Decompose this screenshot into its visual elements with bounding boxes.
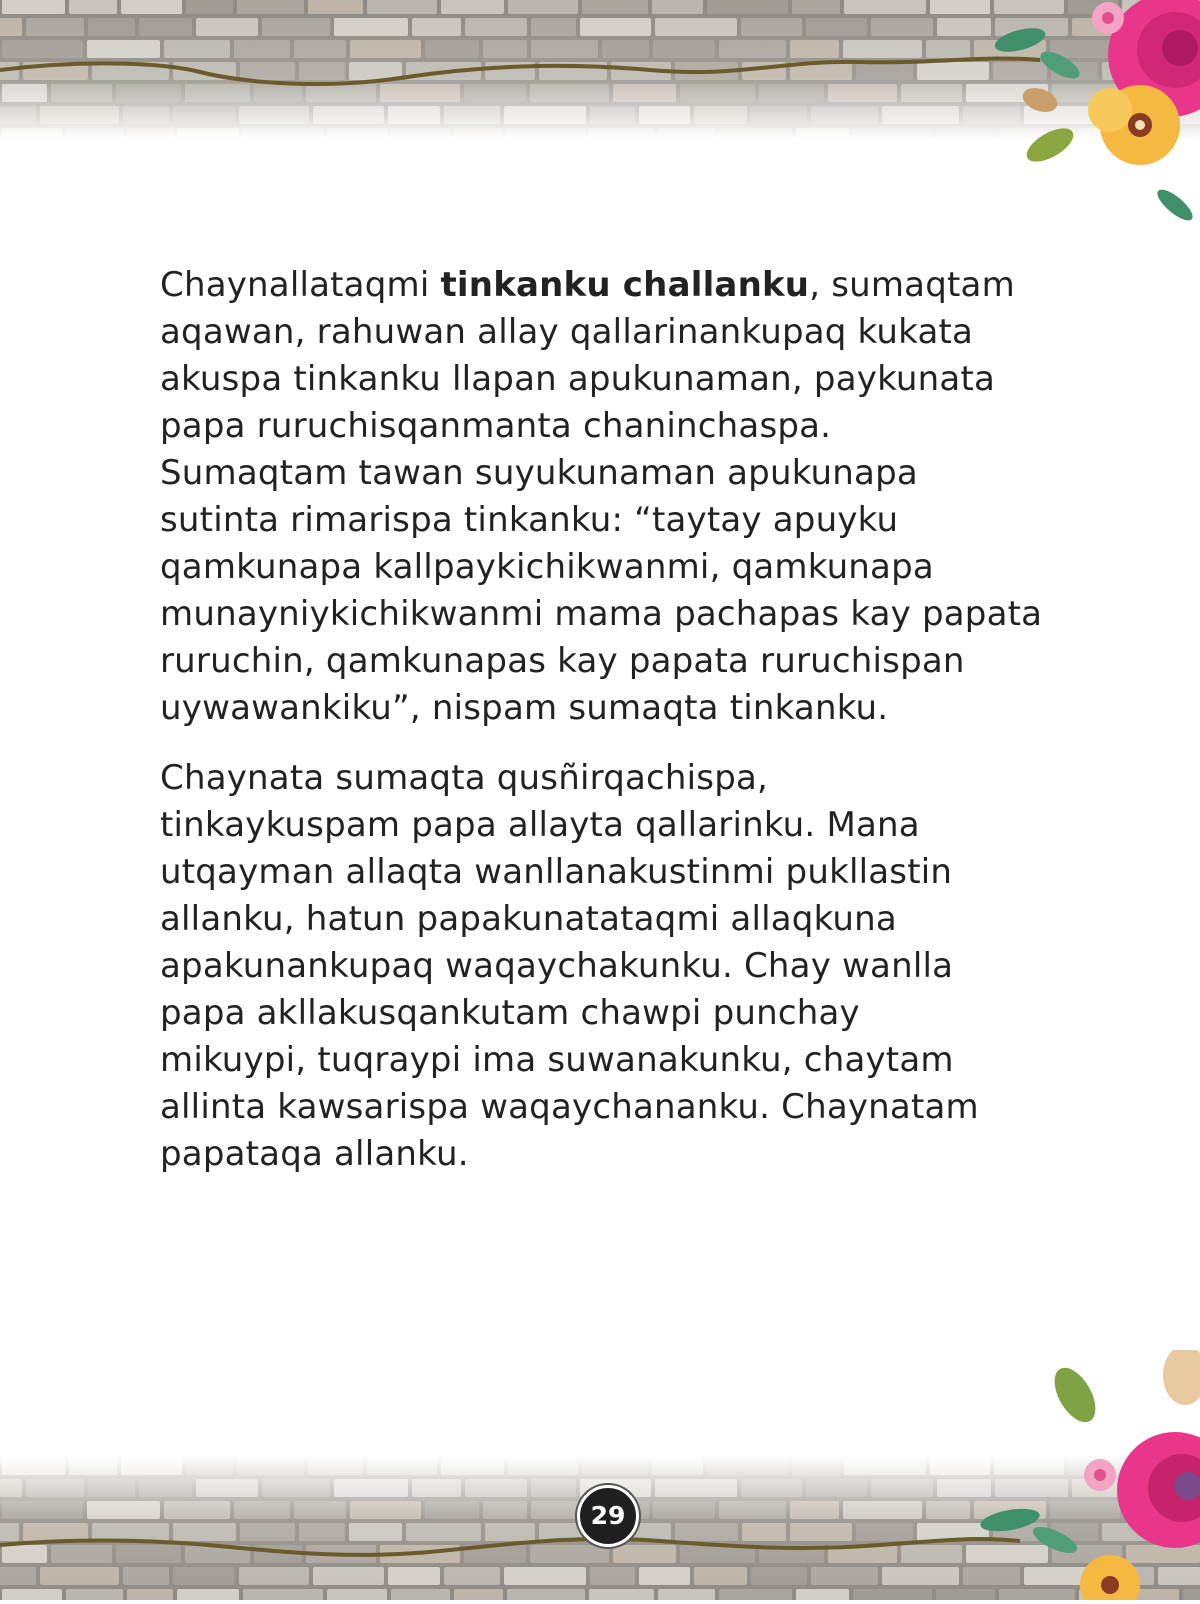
text-line: akuspa tinkanku llapan apukunaman, paykunata — [160, 359, 996, 399]
text-line: qamkunapa kallpaykichikwanmi, qamkunapa — [160, 547, 934, 587]
text-line: allinta kawsarispa waqaychananku. Chaynatam — [160, 1087, 979, 1127]
text-line: Sumaqtam tawan suyukunaman apukunapa — [160, 453, 918, 493]
text-line — [160, 262, 1060, 309]
yellow-flower-icon — [1080, 1555, 1140, 1600]
text-line: allanku, hatun papakunatataqmi allaqkuna — [160, 899, 897, 939]
top-right-flowers — [980, 0, 1200, 245]
text-line: Chaynata sumaqta qusñirqachispa, — [160, 758, 769, 798]
text-line: sutinta rimarispa tinkanku: “taytay apuyku — [160, 500, 899, 540]
small-pink-flower-icon — [1084, 1459, 1116, 1491]
text-line: utqayman allaqta wanllanakustinmi pukllastin — [160, 852, 953, 892]
paragraph — [160, 262, 1060, 732]
text-line: mikuypi, tuqraypi ima suwanakunku, chaytam — [160, 1040, 954, 1080]
text-run: Chaynallataqmi — [160, 265, 441, 305]
small-pink-flower-icon — [1092, 2, 1124, 34]
text-line: tinkaykuspam papa allayta qallarinku. Mana — [160, 805, 920, 845]
bold-term: tinkanku challanku — [440, 265, 810, 305]
text-line: munayniykichikwanmi mama pachapas kay papata — [160, 594, 1043, 634]
text-run: , sumaqtam — [809, 265, 1015, 305]
yellow-flower-icon — [1088, 85, 1180, 165]
text-line: apakunankupaq waqaychakunku. Chay wanlla — [160, 946, 954, 986]
bottom-right-flowers — [960, 1350, 1200, 1600]
text-line: papa akllakusqankutam chawpi punchay — [160, 993, 860, 1033]
story-text — [160, 262, 1060, 1201]
text-line: ruruchin, qamkunapas kay papata ruruchispan — [160, 641, 965, 681]
text-line: uywawankiku”, nispam sumaqta tinkanku. — [160, 688, 889, 728]
text-line: aqawan, rahuwan allay qallarinankupaq kukata — [160, 312, 974, 352]
pink-rose-icon — [1117, 1432, 1200, 1548]
text-line: papa ruruchisqanmanta chaninchaspa. — [160, 406, 832, 446]
page-number-badge: 29 — [577, 1485, 639, 1547]
paragraph — [160, 755, 1060, 1178]
text-line: papataqa allanku. — [160, 1134, 469, 1174]
